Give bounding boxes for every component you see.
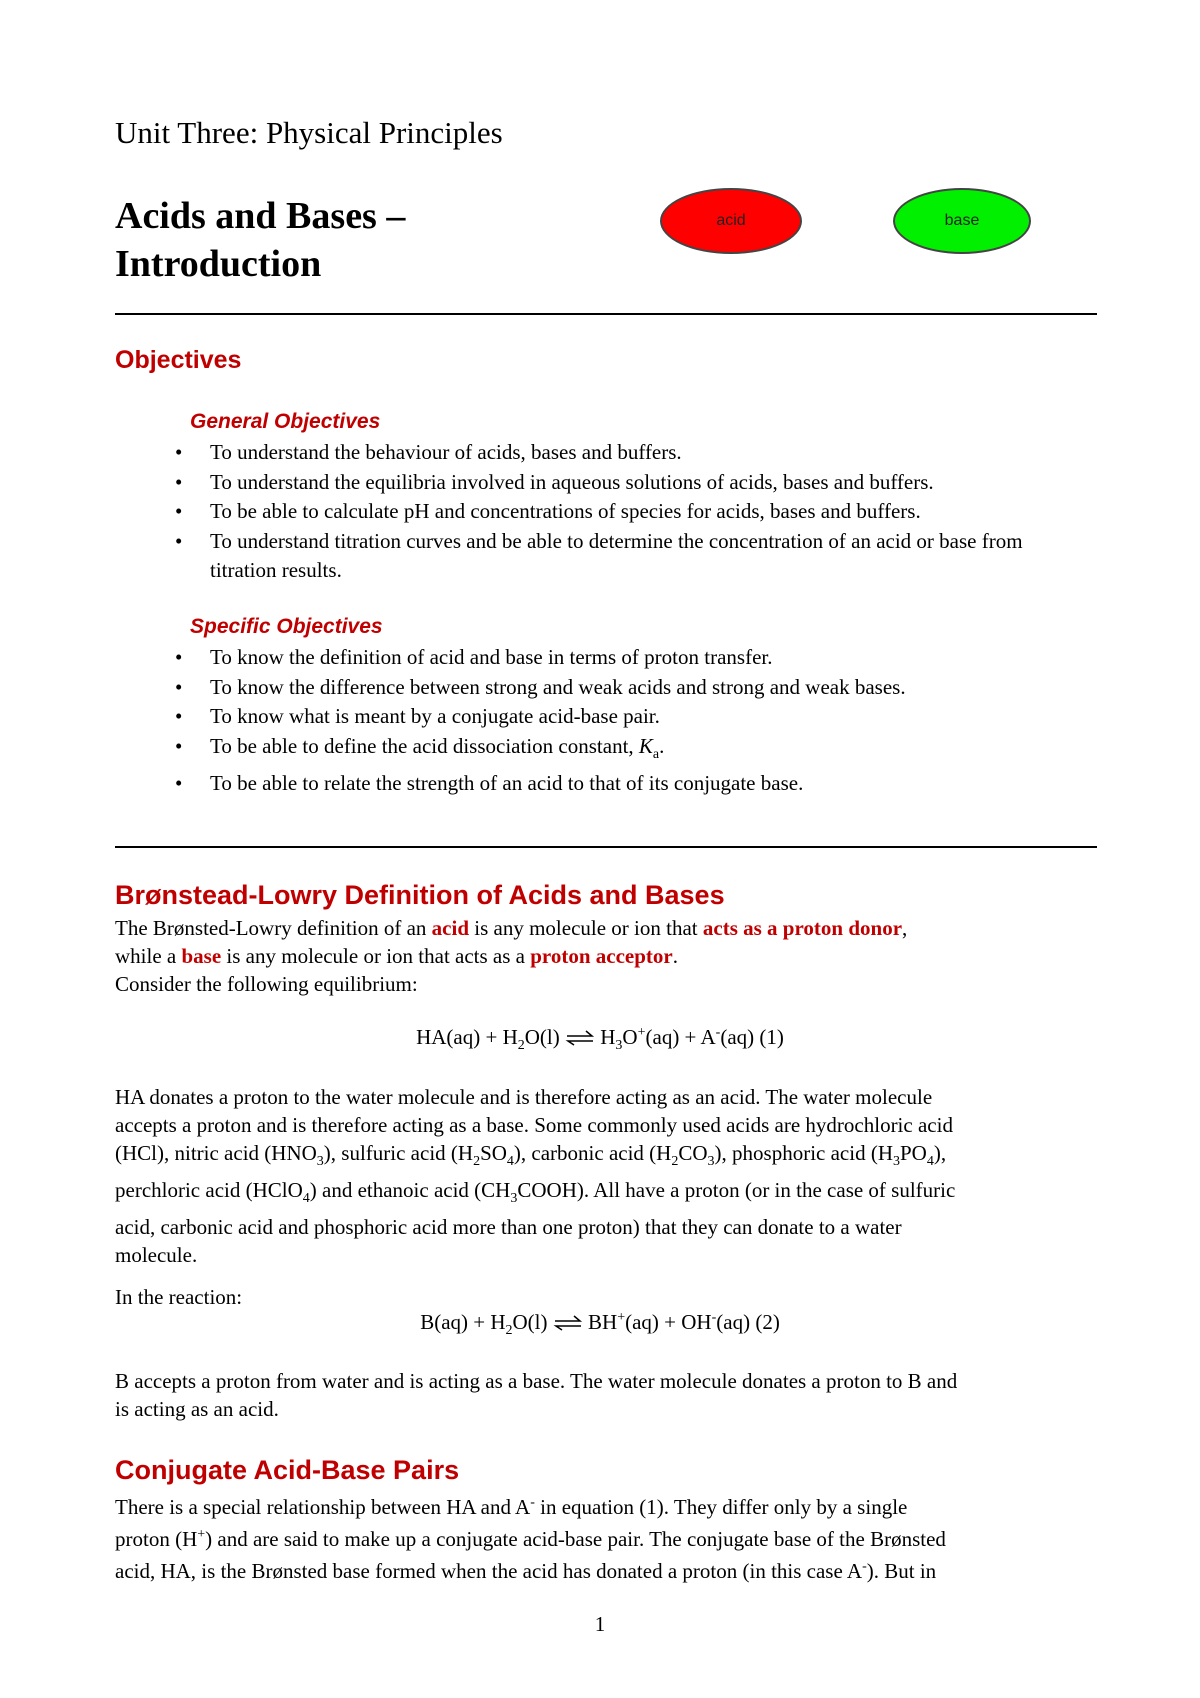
list-item: • To understand the equilibria involved in aqueous solutions of acids, bases and buffers. (115, 468, 1095, 498)
specific-objectives-heading: Specific Objectives (190, 615, 383, 638)
list-item: • To know the difference between strong and weak acids and strong and weak bases. (115, 673, 1095, 703)
equilibrium-arrow-icon (553, 1315, 583, 1331)
page-title (115, 192, 405, 288)
bullet-icon: • (175, 469, 183, 494)
bullet-icon: • (175, 733, 183, 758)
acid-ellipse: acid (660, 188, 802, 254)
conjugate-paragraph: There is a special relationship between HA and A- in equation (1). They differ only by a single proton (H+) and are said to make up a conjugate acid-base pair. The conjugate base of the Brønsted acid, HA, is the Brønsted base formed when the acid has donated a proton (in this case A-). But in (115, 1495, 946, 1583)
bullet-icon: • (175, 674, 183, 699)
base-paragraph: B accepts a proton from water and is acting as a base. The water molecule donates a proton to B and is acting as an acid. (115, 1369, 958, 1421)
bullet-icon: • (175, 528, 183, 553)
divider (115, 846, 1097, 848)
unit-title: Unit Three: Physical Principles (115, 115, 503, 150)
equation-1: $HA(aq) + H_2O(l) H_3O^+(aq) + A^-(aq)$ (1) (416, 1025, 784, 1054)
acid-examples-paragraph: HA donates a proton to the water molecule and is therefore acting as an acid. The water molecule accepts a proton and is therefore acting as a base. Some commonly used acids are hydrochloric acid (HCl), nitric acid $(HNO_3)$, sulfuric acid $(H_2SO_4)$, carbonic acid $(H_2CO_3)$, phosphoric acid $(H_3PO_4)$, perchloric acid (HClO$_4$) and ethanoic acid $(CH_3COOH)$. All have a proton (or in the case of sulfuric acid, carbonic acid and phosphoric acid more than one proton) that they can donate to a water molecule. (115, 1085, 956, 1268)
bullet-icon: • (175, 440, 183, 464)
base-ellipse: base (893, 188, 1031, 254)
list-item: • To know what is meant by a conjugate acid-base pair. (115, 702, 1095, 732)
list-item: • To be able to relate the strength of an acid to that of its conjugate base. (115, 769, 1095, 799)
page-title-line2: Introduction (115, 243, 322, 285)
list-item: • To be able to calculate pH and concentrations of species for acids, bases and buffers. (115, 497, 1095, 527)
bronsted-heading: Brønstead-Lowry Definition of Acids and Bases (115, 880, 725, 910)
page-number: 1 (594, 1612, 606, 1636)
bullet-icon: • (175, 499, 183, 523)
list-item: • To know the definition of acid and base in terms of proton transfer. (115, 643, 1095, 673)
page-title-line1: Acids and Bases – (115, 195, 406, 237)
objectives-heading: Objectives (115, 346, 242, 374)
conjugate-heading: Conjugate Acid-Base Pairs (115, 1455, 460, 1485)
divider (115, 313, 1097, 315)
general-objectives-heading: General Objectives (190, 410, 381, 433)
equilibrium-arrow-icon (565, 1030, 595, 1046)
list-item: • To understand titration curves and be able to determine the concentration of an acid or base from titration results. (175, 528, 1023, 582)
specific-objectives-list (115, 643, 1095, 799)
reaction-intro: In the reaction: (115, 1285, 243, 1309)
bullet-icon: • (175, 771, 183, 796)
list-item: • To be able to define the acid dissociation constant, $K_a$. (175, 733, 665, 762)
bullet-icon: • (175, 645, 183, 669)
bullet-icon: • (175, 704, 183, 728)
bronsted-definition-paragraph: The Brønsted-Lowry definition of an acid is any molecule or ion that acts as a proton donor, while a base is any molecule or ion that acts as a proton acceptor. Consider the following equilibrium: (115, 916, 908, 996)
general-objectives-list (115, 438, 1095, 586)
equation-2: $B(aq) + H_2O(l) BH^+(aq) + OH^-(aq)$ (2) (420, 1310, 780, 1339)
list-item: • To understand the behaviour of acids, bases and buffers. (115, 438, 1095, 468)
